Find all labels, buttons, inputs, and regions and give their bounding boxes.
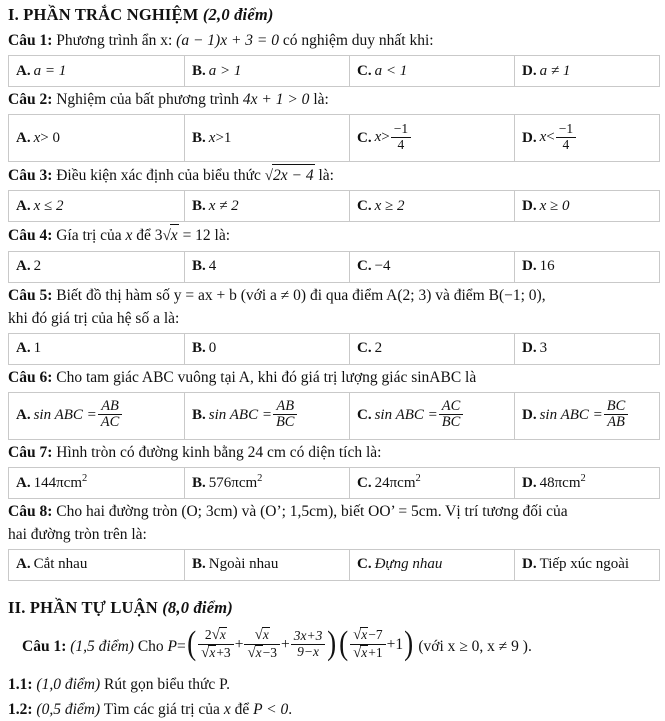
question-4-options [8, 251, 660, 283]
option-text: Đựng nhau [374, 556, 443, 573]
option-3-d[interactable] [515, 191, 660, 222]
fraction-2 [244, 627, 280, 662]
fraction-denominator: AB [607, 414, 625, 431]
option-text: 144πcm [33, 475, 82, 492]
option-key: A. [16, 407, 31, 424]
option-key: B. [192, 62, 206, 79]
option-key: C. [357, 475, 372, 492]
option-text: a = 1 [33, 62, 67, 79]
radical-icon: √ [254, 626, 263, 643]
option-key: D. [522, 258, 537, 275]
part1-heading [8, 6, 659, 24]
question-5-stem-line2 [8, 308, 659, 330]
option-key: C. [357, 407, 372, 424]
question-1-label: Câu 1: [8, 32, 53, 50]
option-key: A. [16, 340, 31, 357]
plus-1: + [234, 635, 244, 653]
question-7-options [8, 467, 660, 499]
question-7-stem [8, 442, 659, 464]
question-8-stem-line2 [8, 524, 659, 546]
part2-q1-lead: Cho [137, 637, 168, 655]
question-7-label: Câu 7: [8, 443, 53, 461]
option-key: B. [192, 475, 206, 492]
option-key: D. [522, 197, 537, 214]
fraction-numerator [198, 627, 234, 645]
option-exponent: 2 [82, 473, 88, 485]
sqrt-radicand: x [361, 644, 368, 660]
option-text: 0 [208, 340, 217, 357]
option-key: D. [522, 407, 537, 424]
sqrt-expression [265, 164, 315, 187]
question-8-label: Câu 8: [8, 502, 53, 520]
option-4-a[interactable] [9, 251, 185, 282]
spacer-2 [8, 667, 659, 672]
option-rel: > [381, 129, 390, 146]
option-3-c[interactable] [350, 191, 515, 222]
sqrt-radicand: x [262, 626, 269, 642]
option-8-c[interactable] [350, 549, 515, 580]
option-4-c[interactable] [350, 251, 515, 282]
option-5-a[interactable] [9, 333, 185, 364]
option-var: x [374, 129, 382, 146]
radical-icon: √ [247, 644, 256, 661]
fraction [556, 122, 576, 151]
option-7-c[interactable] [350, 467, 515, 498]
question-4-text-mid: để 3 [132, 227, 163, 245]
sub-1-2-label: 1.2: [8, 701, 33, 719]
option-1-a[interactable] [9, 56, 185, 87]
question-8-stem [8, 501, 659, 523]
question-4-stem [8, 224, 659, 247]
option-4-b[interactable] [185, 251, 350, 282]
option-key: A. [16, 258, 31, 275]
question-5-stem [8, 285, 659, 307]
sub-1-2-text-b: để [230, 701, 254, 719]
option-key: C. [357, 258, 372, 275]
option-key: B. [192, 197, 206, 214]
question-8-line-1: Cho hai đường tròn (O; 3cm) và (O’; 1,5cm), biết OO’ = 5cm. Vị trí tương đối của [56, 502, 568, 520]
tail: −7 [368, 626, 383, 642]
question-6-text: Cho tam giác ABC vuông tại A, khi đó giá trị lượng giác sinABC là [56, 368, 477, 386]
fraction-denominator [350, 645, 386, 662]
question-2-options [8, 114, 660, 162]
sub-1-2-points: (0,5 điểm) [36, 701, 101, 719]
sqrt-expression [201, 645, 216, 662]
option-key: C. [357, 62, 372, 79]
part1-points: (2,0 điểm) [202, 5, 274, 24]
sub-1-1-points: (1,0 điểm) [36, 676, 101, 694]
fraction [98, 399, 123, 430]
option-7-d[interactable] [515, 467, 660, 498]
part2-q1-label: Câu 1: [22, 637, 67, 655]
option-6-b[interactable] [185, 392, 350, 439]
question-7-text: Hình tròn có đường kinh bằng 24 cm có diện tích là: [56, 443, 382, 461]
question-4-text-b: = 12 là: [178, 227, 231, 245]
part2-sub-1-2 [8, 699, 659, 721]
option-2-c[interactable] [350, 115, 515, 162]
fraction-numerator: −1 [391, 122, 411, 137]
option-text: a > 1 [208, 62, 242, 79]
expression-group-1: ( $\frac{2√x}{√x+3}$ + $\frac{√x}{√x-3}$ + $\frac{3x+3}{9-x}$ ) ( $\frac{√x-7}{√x+1}$ +1 ) [186, 625, 414, 663]
option-key: C. [357, 129, 372, 146]
option-text: 1 [33, 340, 42, 357]
option-key: A. [16, 475, 31, 492]
fraction [391, 122, 411, 151]
option-key: C. [357, 556, 372, 573]
option-key: D. [522, 340, 537, 357]
radical-icon: √ [264, 168, 274, 185]
option-exponent: 2 [580, 473, 586, 485]
table-row [9, 251, 660, 282]
table-row [9, 191, 660, 222]
plus-3: +1 [386, 635, 404, 653]
fraction [273, 399, 298, 430]
fraction-numerator: AC [439, 399, 464, 415]
table-row [9, 392, 660, 439]
option-key: D. [522, 62, 537, 79]
part1-heading-text: I. PHẦN TRẮC NGHIỆM [8, 5, 199, 24]
option-6-a[interactable] [9, 392, 185, 439]
option-text: a < 1 [374, 62, 408, 79]
question-2-text-b: là: [309, 91, 329, 109]
part2-points: (8,0 điểm) [162, 597, 233, 617]
option-text: 24πcm [374, 475, 416, 492]
sub-1-2-var: x [223, 701, 231, 719]
option-key: C. [357, 197, 372, 214]
option-text: x ≥ 0 [539, 197, 570, 214]
question-5-options [8, 333, 660, 365]
table-row [9, 115, 660, 162]
option-7-a[interactable] [9, 467, 185, 498]
option-key: D. [522, 556, 537, 573]
part2-q1-points: (1,5 điểm) [70, 637, 134, 655]
option-key: B. [192, 340, 206, 357]
tail: +1 [368, 644, 383, 660]
option-key: B. [192, 258, 206, 275]
fraction-denominator [244, 645, 280, 662]
sub-1-2-condition: P < 0 [253, 701, 289, 719]
question-1-math: (a − 1)x + 3 = 0 [176, 32, 280, 50]
option-lhs: sin ABC = [33, 407, 97, 424]
fraction-numerator: AB [273, 399, 298, 415]
coef: 2 [204, 626, 212, 642]
option-5-b[interactable] [185, 333, 350, 364]
sqrt-expression [255, 627, 270, 644]
option-text: 16 [539, 258, 555, 275]
option-var: x [208, 129, 216, 146]
question-5-line-1: Biết đồ thị hàm số y = ax + b (với a ≠ 0) đi qua điểm A(2; 3) và điểm B(−1; 0), [56, 286, 546, 304]
question-4-text-a: Gía trị của [56, 227, 126, 245]
option-key: B. [192, 407, 206, 424]
sqrt-radicand: x [170, 224, 179, 247]
question-1-options [8, 55, 660, 87]
part2-question-1 [22, 625, 659, 665]
fraction-denominator: AC [100, 414, 120, 431]
fraction-denominator: 4 [397, 136, 405, 152]
tail: −3 [262, 644, 278, 660]
question-1-text-a: Phương trình ẩn x: [56, 32, 177, 50]
option-key: B. [192, 556, 206, 573]
sqrt-expression [212, 627, 227, 644]
fraction-4 [350, 627, 386, 662]
part2-q1-equals: = [177, 637, 186, 655]
option-4-d[interactable] [515, 251, 660, 282]
option-1-b[interactable] [185, 56, 350, 87]
option-6-d[interactable] [515, 392, 660, 439]
option-key: C. [357, 340, 372, 357]
fraction-denominator [198, 645, 234, 662]
sub-1-1-text: Rút gọn biểu thức P. [104, 676, 230, 694]
radical-icon: √ [353, 626, 362, 643]
question-8-line-2: hai đường tròn trên là: [8, 525, 147, 543]
option-text: Ngoài nhau [208, 556, 279, 573]
option-text: Cắt nhau [33, 556, 88, 573]
question-6-options [8, 392, 660, 440]
option-key: D. [522, 129, 537, 146]
question-6-stem [8, 367, 659, 389]
option-var: x [33, 129, 41, 146]
question-1-stem [8, 30, 659, 52]
question-8-options [8, 549, 660, 581]
option-8-d[interactable] [515, 549, 660, 580]
question-5-line-2: khi đó giá trị của hệ số a là: [8, 309, 180, 327]
fraction-denominator: 4 [562, 136, 570, 152]
sqrt-radicand: x [219, 626, 226, 642]
option-var: x [539, 129, 547, 146]
option-text: a ≠ 1 [539, 62, 571, 79]
sqrt-radicand: 2x − 4 [272, 164, 315, 187]
option-text: 2 [33, 258, 42, 275]
option-2-a[interactable] [9, 115, 185, 162]
sqrt-radicand: x [361, 626, 368, 642]
option-lhs: sin ABC = [539, 407, 603, 424]
fraction-1 [198, 627, 234, 662]
question-2-math: 4x + 1 > 0 [242, 91, 310, 109]
option-key: B. [192, 129, 206, 146]
option-key: D. [522, 475, 537, 492]
radical-icon: √ [201, 644, 210, 661]
question-4-label: Câu 4: [8, 227, 53, 245]
question-2-label: Câu 2: [8, 91, 53, 109]
fraction-numerator: AB [98, 399, 123, 415]
option-text: Tiếp xúc ngoài [539, 556, 630, 573]
plus-2: + [281, 635, 290, 653]
option-1-d[interactable] [515, 56, 660, 87]
option-2-d[interactable] [515, 115, 660, 162]
option-3-a[interactable] [9, 191, 185, 222]
fraction-denominator: 9−x [297, 643, 320, 659]
sqrt-radicand: x [255, 644, 262, 660]
fraction-denominator: BC [275, 414, 295, 431]
option-text: 3 [539, 340, 548, 357]
question-1-text-b: có nghiệm duy nhất khi: [279, 32, 434, 50]
sqrt-expression [353, 627, 368, 644]
option-3-b[interactable] [185, 191, 350, 222]
option-exponent: 2 [415, 473, 421, 485]
question-4-var: x [125, 227, 133, 245]
sqrt-expression [247, 645, 262, 662]
option-key: A. [16, 197, 31, 214]
option-text: 4 [208, 258, 217, 275]
option-6-c[interactable] [350, 392, 515, 439]
question-5-label: Câu 5: [8, 286, 53, 304]
fraction-numerator: −1 [556, 122, 576, 137]
fraction-numerator [350, 627, 386, 645]
radical-icon: √ [211, 626, 220, 643]
table-row [9, 549, 660, 580]
radical-icon: √ [162, 228, 171, 245]
option-5-c[interactable] [350, 333, 515, 364]
fraction-denominator: BC [441, 414, 461, 431]
option-lhs: sin ABC = [374, 407, 438, 424]
option-5-d[interactable] [515, 333, 660, 364]
question-3-options [8, 190, 660, 222]
question-2-text-a: Nghiệm của bất phương trình [56, 91, 243, 109]
option-text: x ≠ 2 [208, 197, 239, 214]
option-rel: < [546, 129, 555, 146]
option-1-c[interactable] [350, 56, 515, 87]
sqrt-expression [163, 224, 179, 247]
option-8-b[interactable] [185, 549, 350, 580]
fraction [604, 399, 629, 430]
sub-1-2-text-c: . [288, 701, 293, 719]
sqrt-expression [353, 645, 368, 662]
option-7-b[interactable] [185, 467, 350, 498]
question-2-stem [8, 89, 659, 111]
question-6-label: Câu 6: [8, 368, 53, 386]
sub-1-1-label: 1.1: [8, 676, 33, 694]
sub-1-2-text-a: Tìm các giá trị của [103, 701, 224, 719]
section-spacer [8, 583, 659, 597]
fraction-numerator: 3x+3 [291, 629, 326, 644]
option-8-a[interactable] [9, 549, 185, 580]
option-text: x ≥ 2 [374, 197, 405, 214]
question-3-label: Câu 3: [8, 167, 53, 185]
fraction [439, 399, 464, 430]
option-key: A. [16, 556, 31, 573]
option-text: x ≤ 2 [33, 197, 64, 214]
option-text: 576πcm [208, 475, 258, 492]
part2-q1-p: P [167, 637, 177, 655]
option-2-b[interactable] [185, 115, 350, 162]
option-rel: >1 [215, 129, 232, 146]
part2-q1-condition: (với x ≥ 0, x ≠ 9 ). [418, 637, 532, 655]
part2-heading-text: II. PHẦN TỰ LUẬN [8, 597, 158, 617]
option-lhs: sin ABC = [208, 407, 272, 424]
option-key: A. [16, 129, 31, 146]
fraction-3 [291, 629, 326, 658]
sqrt-radicand: x [209, 644, 216, 660]
option-key: A. [16, 62, 31, 79]
question-3-stem [8, 164, 659, 187]
option-text: −4 [374, 258, 391, 275]
table-row [9, 467, 660, 498]
option-rel: > 0 [40, 129, 60, 146]
fraction-numerator [244, 627, 280, 645]
question-3-text-a: Điều kiện xác định của biểu thức [56, 167, 265, 185]
question-3-text-b: là: [314, 167, 334, 185]
fraction-numerator: BC [604, 399, 629, 415]
option-text: 48πcm [539, 475, 581, 492]
radical-icon: √ [353, 644, 362, 661]
tail: +3 [216, 644, 231, 660]
table-row [9, 333, 660, 364]
part2-heading [8, 599, 659, 617]
part2-sub-1-1 [8, 674, 659, 696]
option-exponent: 2 [257, 473, 263, 485]
table-row [9, 56, 660, 87]
option-text: 2 [374, 340, 383, 357]
